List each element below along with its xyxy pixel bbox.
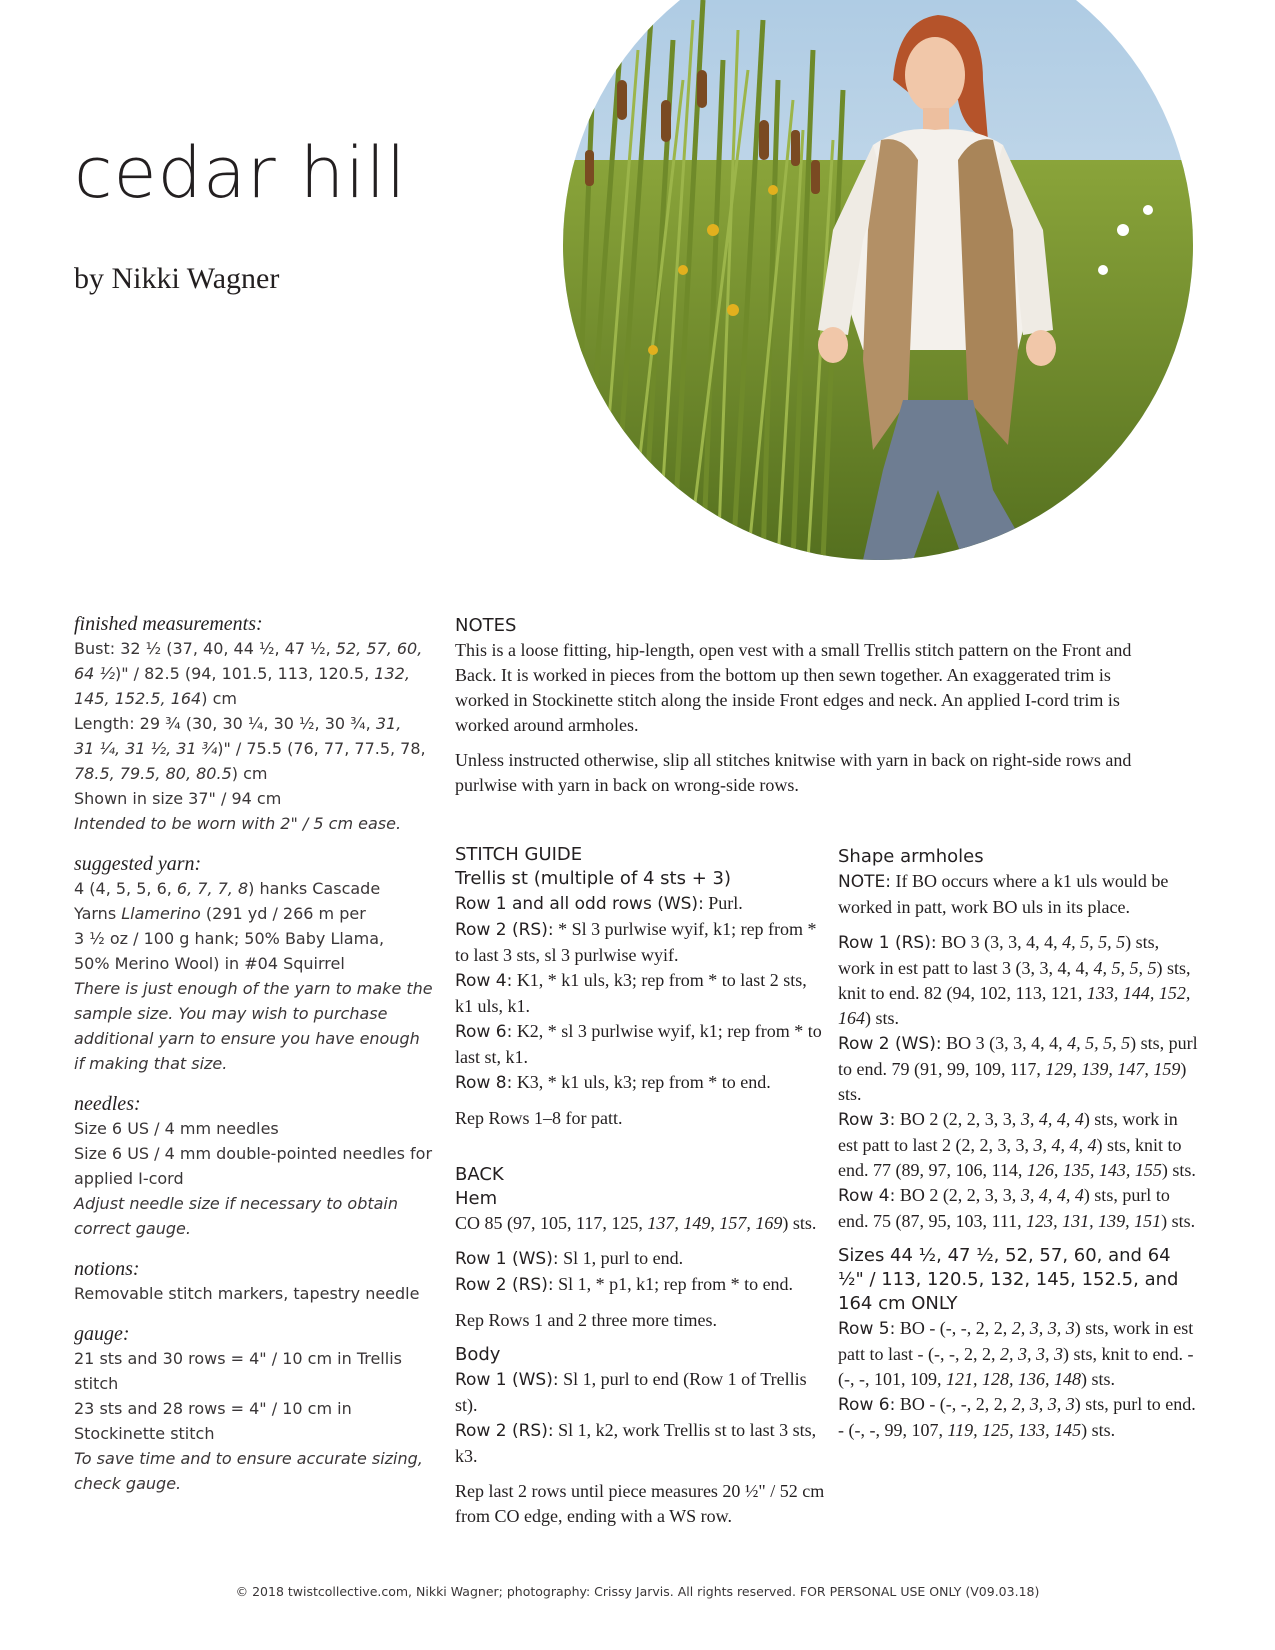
gauge-heading: gauge: bbox=[74, 1323, 130, 1345]
hem-repeat: Rep Rows 1 and 2 three more times. bbox=[455, 1310, 717, 1330]
needles-spec-2: Size 6 US / 4 mm double-pointed needles for applied I-cord bbox=[74, 1144, 433, 1188]
yarn-spec: 4 (4, 5, 5, 6, 6, 7, 7, 8) hanks Cascade Yarns Llamerino (291 yd / 266 m per 3 ½ oz / 100 g hank; 50% Baby Llama, 50% Merino Wool) in #04 Squirrel bbox=[74, 879, 385, 973]
back-heading: BACK bbox=[455, 1164, 504, 1185]
gauge-stockinette: 23 sts and 28 rows = 4" / 10 cm in Stockinette stitch bbox=[74, 1399, 352, 1443]
designer-byline: by Nikki Wagner bbox=[74, 262, 280, 295]
trellis-row-4: Row 4: K1, * k1 uls, k3; rep from * to last 2 sts, k1 uls, k1. bbox=[455, 970, 807, 1016]
hem-row-1: Row 1 (WS): Sl 1, purl to end. bbox=[455, 1248, 684, 1269]
hem-cast-on: CO 85 (97, 105, 117, 125, 137, 149, 157, 169) sts. bbox=[455, 1213, 817, 1233]
hem-heading: Hem bbox=[455, 1188, 498, 1209]
armholes-row-1: Row 1 (RS): BO 3 (3, 3, 4, 4, 4, 5, 5, 5) sts, work in est patt to last 3 (3, 3, 4, 4, 4, 5, 5, 5) sts, knit to end. 82 (94, 102, 113, 121, 133, 144, 152, 164) sts. bbox=[838, 932, 1191, 1028]
model-photo bbox=[563, 0, 1193, 560]
armholes-row-5: Row 5: BO - (-, -, 2, 2, 2, 3, 3, 3) sts, work in est patt to last - (-, -, 2, 2, 2, 3, 3, 3) sts, knit to end. - (-, -, 101, 109, 121, 128, 136, 148) sts. bbox=[838, 1318, 1194, 1389]
sizes-only-heading: Sizes 44 ½, 47 ½, 52, 57, 60, and 64 ½" / 113, 120.5, 132, 145, 152.5, and 164 cm ONLY bbox=[838, 1245, 1179, 1314]
gauge-trellis: 21 sts and 30 rows = 4" / 10 cm in Trellis stitch bbox=[74, 1349, 402, 1393]
gauge-note: To save time and to ensure accurate sizing, check gauge. bbox=[74, 1449, 423, 1493]
trellis-row-1: Row 1 and all odd rows (WS): Purl. bbox=[455, 893, 743, 914]
needles-heading: needles: bbox=[74, 1093, 141, 1115]
notions-heading: notions: bbox=[74, 1258, 140, 1280]
body-heading: Body bbox=[455, 1344, 501, 1365]
stitch-back-column bbox=[455, 843, 825, 1529]
needles-note: Adjust needle size if necessary to obtain correct gauge. bbox=[74, 1194, 399, 1238]
trellis-row-8: Row 8: K3, * k1 uls, k3; rep from * to end. bbox=[455, 1072, 771, 1093]
pattern-title: cedar hill bbox=[74, 132, 407, 214]
finished-measurements-heading: finished measurements: bbox=[74, 613, 263, 635]
trellis-heading: Trellis st (multiple of 4 sts + 3) bbox=[455, 868, 731, 889]
armholes-column bbox=[838, 845, 1198, 1443]
trellis-row-6: Row 6: K2, * sl 3 purlwise wyif, k1; rep from * to last st, k1. bbox=[455, 1021, 822, 1067]
trellis-repeat: Rep Rows 1–8 for patt. bbox=[455, 1108, 623, 1128]
needles-spec-1: Size 6 US / 4 mm needles bbox=[74, 1119, 279, 1138]
notes-heading: NOTES bbox=[455, 615, 517, 636]
stitch-guide-heading: STITCH GUIDE bbox=[455, 844, 583, 865]
specs-column bbox=[74, 612, 434, 1496]
shape-armholes-heading: Shape armholes bbox=[838, 846, 984, 867]
bust-spec: Bust: 32 ½ (37, 40, 44 ½, 47 ½, 52, 57, 60, 64 ½)" / 82.5 (94, 101.5, 113, 120.5, 132, 145, 152.5, 164) cm bbox=[74, 639, 423, 708]
notions-spec: Removable stitch markers, tapestry needle bbox=[74, 1284, 420, 1303]
notes-paragraph-2: Unless instructed otherwise, slip all stitches knitwise with yarn in back on right-side rows and purlwise with yarn in back on wrong-side rows. bbox=[455, 750, 1132, 795]
body-repeat: Rep last 2 rows until piece measures 20 ½" / 52 cm from CO edge, ending with a WS row. bbox=[455, 1481, 825, 1526]
armholes-note: NOTE: If BO occurs where a k1 uls would be worked in patt, work BO uls in its place. bbox=[838, 871, 1169, 917]
yarn-note: There is just enough of the yarn to make the sample size. You may wish to purchase additional yarn to ensure you have enough if making that size. bbox=[74, 979, 433, 1073]
length-spec: Length: 29 ¾ (30, 30 ¼, 30 ½, 30 ¾, 31, 31 ¼, 31 ½, 31 ¾)" / 75.5 (76, 77, 77.5, 78, 78.5, 79.5, 80, 80.5) cm bbox=[74, 714, 426, 783]
hem-row-2: Row 2 (RS): Sl 1, * p1, k1; rep from * to end. bbox=[455, 1274, 794, 1295]
armholes-row-6: Row 6: BO - (-, -, 2, 2, 2, 3, 3, 3) sts, purl to end. - (-, -, 99, 107, 119, 125, 133, 145) sts. bbox=[838, 1394, 1196, 1440]
armholes-row-3: Row 3: BO 2 (2, 2, 3, 3, 3, 4, 4, 4) sts, work in est patt to last 2 (2, 2, 3, 3, 3, 4, 4, 4) sts, knit to end. 77 (89, 97, 106, 114, 126, 135, 143, 155) sts. bbox=[838, 1109, 1196, 1180]
copyright-footer: © 2018 twistcollective.com, Nikki Wagner; photography: Crissy Jarvis. All rights reserved. FOR PERSONAL USE ONLY (V09.03.18) bbox=[235, 1584, 1040, 1599]
notes-heading-wrap bbox=[455, 614, 825, 638]
shown-size: Shown in size 37" / 94 cm bbox=[74, 789, 282, 808]
ease-note: Intended to be worn with 2" / 5 cm ease. bbox=[74, 814, 402, 833]
body-row-2: Row 2 (RS): Sl 1, k2, work Trellis st to last 3 sts, k3. bbox=[455, 1420, 817, 1466]
model-photo-illustration bbox=[563, 0, 1193, 560]
notes-paragraph-1: This is a loose fitting, hip-length, open vest with a small Trellis stitch pattern on the Front and Back. It is worked in pieces from the bottom up then sewn together. An exaggerated trim is worked in Stockinette stitch along the inside Front edges and neck. An applied I-cord trim is worked around armholes. bbox=[455, 640, 1132, 735]
notes-body bbox=[455, 638, 1165, 798]
armholes-row-2: Row 2 (WS): BO 3 (3, 3, 4, 4, 4, 5, 5, 5) sts, purl to end. 79 (91, 99, 109, 117, 129, 139, 147, 159) sts. bbox=[838, 1033, 1198, 1104]
suggested-yarn-heading: suggested yarn: bbox=[74, 853, 202, 875]
body-row-1: Row 1 (WS): Sl 1, purl to end (Row 1 of Trellis st). bbox=[455, 1369, 807, 1415]
armholes-row-4: Row 4: BO 2 (2, 2, 3, 3, 3, 4, 4, 4) sts, purl to end. 75 (87, 95, 103, 111, 123, 131, 139, 151) sts. bbox=[838, 1185, 1196, 1231]
trellis-row-2: Row 2 (RS): * Sl 3 purlwise wyif, k1; rep from * to last 3 sts, sl 3 purlwise wyif. bbox=[455, 919, 817, 965]
